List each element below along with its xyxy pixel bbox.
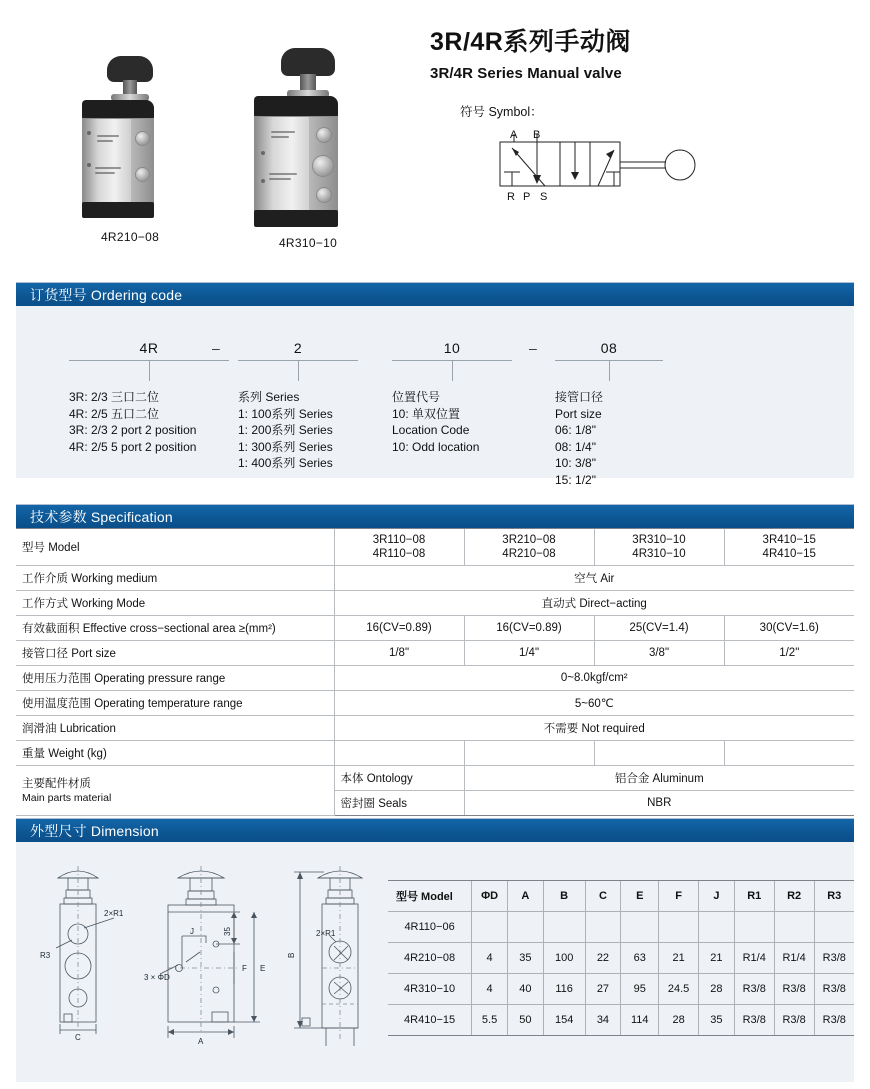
valve-marking [271,131,295,133]
ordering-code-2: 2 [293,340,303,356]
spec-label: 使用压力范围 Operating pressure range [16,666,334,691]
ordering-rule-4 [555,360,663,361]
material-value: 铝合金 Aluminum [464,766,854,791]
ordering-desc-line: 位置代号 [392,390,441,404]
ordering-desc-line: 06: 1/8" [555,423,596,437]
dim-label-2xr1: 2×R1 [104,909,124,918]
dim-cell: 4 [472,943,508,974]
spec-value [594,741,724,766]
dimension-section [0,818,870,1082]
spec-value [334,529,464,566]
product-figure-1 [50,44,210,244]
spec-bar-en: Specification [90,509,173,525]
spec-value-merged: 不需要 Not required [334,716,854,741]
material-label [16,766,334,816]
ordering-column-4 [555,340,663,488]
spec-label: 型号 Model [16,529,334,566]
product-caption-1: 4R210−08 [100,230,160,244]
valve-cap-icon [82,100,154,120]
spec-value: 3/8" [594,641,724,666]
dim-cell [734,912,774,943]
ordering-desc-line: 接管口径 [555,390,604,404]
ordering-desc-line: 08: 1/4" [555,439,596,454]
valve-knob-icon [281,48,335,76]
ordering-code-1: 4R [139,340,159,356]
dim-cell: 4 [472,974,508,1005]
dim-label-b: B [287,952,296,958]
dim-bar-wrap [16,818,854,842]
dim-cell [699,912,735,943]
material-sub-label: 本体 Ontology [334,766,464,791]
dim-header-a: A [507,881,543,912]
valve-marking-dot [87,163,91,167]
dim-cell: 35 [699,1005,735,1036]
valve-port-icon [316,127,332,143]
table-row [388,912,854,943]
table-header-row [388,881,854,912]
material-value: NBR [464,791,854,816]
dim-bar-en: Dimension [90,823,159,839]
table-row [16,641,854,666]
dim-header-r3: R3 [814,881,854,912]
spec-model-a: 3R210−08 [502,534,556,546]
valve-symbol-diagram [490,128,710,213]
spec-value-merged: 空气 Air [334,566,854,591]
symbol-port-p: P [523,191,531,203]
valve-body-icon [82,118,154,204]
dim-cell: 28 [699,974,735,1005]
dim-cell-model: 4R310−10 [388,974,472,1005]
valve-port-icon [312,155,334,177]
dim-cell: R1/4 [774,943,814,974]
valve-marking [95,172,115,174]
dim-label-a: A [198,1037,204,1046]
dim-cell [659,912,699,943]
symbol-port-a: A [510,129,518,141]
dim-cell: 24.5 [659,974,699,1005]
dim-header-r1: R1 [734,881,774,912]
dim-cell [543,912,585,943]
dim-header-j: J [699,881,735,912]
dim-cell-model: 4R410−15 [388,1005,472,1036]
table-row [16,591,854,616]
dimension-panel [16,842,854,1082]
valve-base-icon [82,202,154,218]
ordering-rule-2 [238,360,358,361]
table-row [16,716,854,741]
valve-marking [271,136,289,138]
dim-cell [472,912,508,943]
dim-label-3xphid: 3 × ΦD [144,973,170,982]
ordering-desc-1 [69,389,229,455]
spec-value [724,741,854,766]
ordering-desc-line: Location Code [392,423,470,437]
table-row [16,529,854,566]
dim-cell: R3/8 [814,943,854,974]
valve-marking [95,167,121,169]
ordering-desc-3 [392,389,512,455]
section-header-specification [16,504,854,528]
spec-value-merged: 直动式 Direct−acting [334,591,854,616]
dim-cell: 50 [507,1005,543,1036]
page-title-en: 3R/4R Series Manual valve [430,65,622,82]
valve-port-icon [316,187,332,203]
ordering-column-2 [238,340,358,472]
dim-cell: 154 [543,1005,585,1036]
symbol-port-b: B [533,129,541,141]
ordering-desc-line: 系列 Series [238,390,300,404]
dim-cell: 28 [659,1005,699,1036]
dim-cell: R3/8 [774,974,814,1005]
ordering-code-4: 08 [600,340,618,356]
ordering-desc-line: 10: 单双位置 [392,406,461,421]
valve-marking [97,135,119,137]
ordering-rule-1 [69,360,229,361]
table-row [388,974,854,1005]
dim-header-phid: ΦD [472,881,508,912]
ordering-desc-line: 10: 3/8" [555,456,596,470]
dim-bar-cn: 外型尺寸 [30,823,91,839]
spec-label: 使用温度范围 Operating temperature range [16,691,334,716]
table-row [16,691,854,716]
table-row [388,1005,854,1036]
dim-label-35: 35 [223,927,232,936]
ordering-desc-line: 4R: 2/5 五口二位 [69,406,160,421]
dim-cell [585,912,621,943]
dim-cell: R3/8 [814,1005,854,1036]
dimension-drawing-1 [26,856,146,1056]
dim-cell: 27 [585,974,621,1005]
dim-cell: 5.5 [472,1005,508,1036]
spec-value: 16(CV=0.89) [464,616,594,641]
ordering-desc-line: 1: 300系列 Series [238,439,333,454]
dim-cell [621,912,659,943]
spec-label: 工作方式 Working Mode [16,591,334,616]
ordering-column-1 [69,340,229,455]
specification-table [16,528,854,816]
dim-label-j: J [190,927,194,936]
spec-value [594,529,724,566]
ordering-bar-wrap [16,282,854,306]
dimension-table [388,880,854,1036]
dim-cell [774,912,814,943]
dim-label-f: F [242,964,247,973]
dim-cell: R1/4 [734,943,774,974]
valve-marking-dot [261,179,265,183]
spec-label: 接管口径 Port size [16,641,334,666]
dim-cell: 114 [621,1005,659,1036]
ordering-desc-line: 3R: 2/3 2 port 2 position [69,423,197,437]
ordering-desc-line: Port size [555,406,602,421]
valve-marking-dot [87,131,91,135]
spec-model-a: 3R110−08 [372,534,426,546]
valve-illustration-2 [228,38,388,230]
dim-cell-model: 4R110−06 [388,912,472,943]
dim-header-c: C [585,881,621,912]
spec-model-b: 4R310−10 [632,548,686,560]
spec-label: 润滑油 Lubrication [16,716,334,741]
dimension-drawing-3 [278,856,398,1056]
product-caption-2: 4R310−10 [278,236,338,250]
valve-marking [269,178,291,180]
ordering-desc-line: 1: 400系列 Series [238,456,333,470]
spec-label: 有效截面积 Effective cross−sectional area ≥(mm²) [16,616,334,641]
dim-header-model: 型号 Model [388,881,472,912]
spec-value: 25(CV=1.4) [594,616,724,641]
ordering-desc-line: 10: Odd location [392,439,480,454]
valve-illustration-1 [50,44,210,224]
valve-port-icon [135,131,150,146]
valve-port-icon [135,167,150,182]
spec-value-merged: 5~60℃ [334,691,854,716]
dim-cell [814,912,854,943]
dim-cell: R3/8 [734,1005,774,1036]
table-row [16,616,854,641]
drawing-svg-3 [278,856,398,1056]
table-row [16,666,854,691]
dim-header-f: F [659,881,699,912]
dim-cell: 116 [543,974,585,1005]
spec-model-a: 3R410−15 [762,534,816,546]
ordering-desc-line: 1: 200系列 Series [238,423,333,437]
ordering-rule-3 [392,360,512,361]
spec-value-merged: 0~8.0kgf/cm² [334,666,854,691]
table-row [16,766,854,791]
drawing-svg-1 [26,856,146,1056]
dim-cell: R3/8 [814,974,854,1005]
spec-model-b: 4R110−08 [372,548,426,560]
specification-section [0,504,870,816]
dim-cell: 22 [585,943,621,974]
spec-value [724,529,854,566]
dim-cell [507,912,543,943]
ordering-desc-2 [238,389,358,472]
dim-header-r2: R2 [774,881,814,912]
spec-value: 1/8" [334,641,464,666]
spec-model-b: 4R410−15 [762,548,816,560]
ordering-panel [16,306,854,487]
title-block [430,22,631,120]
valve-knob-icon [107,56,153,82]
ordering-desc-line: 4R: 2/5 5 port 2 position [69,439,197,454]
ordering-bar-en: Ordering code [90,287,183,303]
spec-value: 1/4" [464,641,594,666]
material-sub-label: 密封圈 Seals [334,791,464,816]
symbol-label: 符号 Symbol： [460,105,543,119]
table-row [16,566,854,591]
ordering-desc-line: 15: 1/2" [555,472,596,487]
symbol-svg [490,128,710,208]
valve-marking-dot [261,151,265,155]
dim-label-2xr1: 2×R1 [316,929,336,938]
spec-bar-cn: 技术参数 [30,509,91,525]
ordering-desc-4 [555,389,663,488]
spec-label: 工作介质 Working medium [16,566,334,591]
ordering-code-3: 10 [443,340,461,356]
spec-value [334,741,464,766]
spec-model-a: 3R310−10 [632,534,686,546]
ordering-desc-line: 1: 100系列 Series [238,406,333,421]
dim-cell: 21 [699,943,735,974]
ordering-dash-1: – [212,340,220,356]
ordering-desc-line: 3R: 2/3 三口二位 [69,390,160,404]
ordering-dash-2: – [529,340,537,356]
spec-model-b: 4R210−08 [502,548,556,560]
dim-cell: 95 [621,974,659,1005]
valve-base-icon [254,210,338,227]
dim-cell: 21 [659,943,699,974]
spec-value [464,741,594,766]
spec-label: 重量 Weight (kg) [16,741,334,766]
spec-value: 1/2" [724,641,854,666]
product-figure-2 [228,38,388,250]
material-label-cn: 主要配件材质 [22,777,91,790]
top-section [0,0,870,272]
dim-label-c: C [75,1033,81,1042]
dim-label-e: E [260,964,266,973]
valve-body-icon [254,116,338,212]
dim-cell-model: 4R210−08 [388,943,472,974]
table-row [16,741,854,766]
spec-value: 16(CV=0.89) [334,616,464,641]
page-title-cn: 3R/4R系列手动阀 [430,28,631,56]
dim-cell: R3/8 [774,1005,814,1036]
ordering-code-section [0,282,870,487]
dim-cell: 63 [621,943,659,974]
spec-value [464,529,594,566]
valve-cap-icon [254,96,338,118]
dim-cell: 40 [507,974,543,1005]
valve-marking [97,140,113,142]
spec-bar-wrap [16,504,854,528]
material-label-en: Main parts material [22,791,112,804]
ordering-column-3 [392,340,512,455]
table-row [388,943,854,974]
dim-cell: 35 [507,943,543,974]
symbol-port-s: S [540,191,548,203]
valve-marking [269,173,297,175]
spec-value: 30(CV=1.6) [724,616,854,641]
ordering-bar-cn: 订货型号 [30,287,91,303]
symbol-port-r: R [507,191,515,203]
dim-cell: R3/8 [734,974,774,1005]
dimension-drawing-2 [144,856,284,1056]
dim-header-e: E [621,881,659,912]
dim-cell: 100 [543,943,585,974]
section-header-ordering [16,282,854,306]
dim-header-b: B [543,881,585,912]
drawing-svg-2 [144,856,284,1056]
dim-label-r3: R3 [40,951,51,960]
section-header-dimension [16,818,854,842]
dim-cell: 34 [585,1005,621,1036]
